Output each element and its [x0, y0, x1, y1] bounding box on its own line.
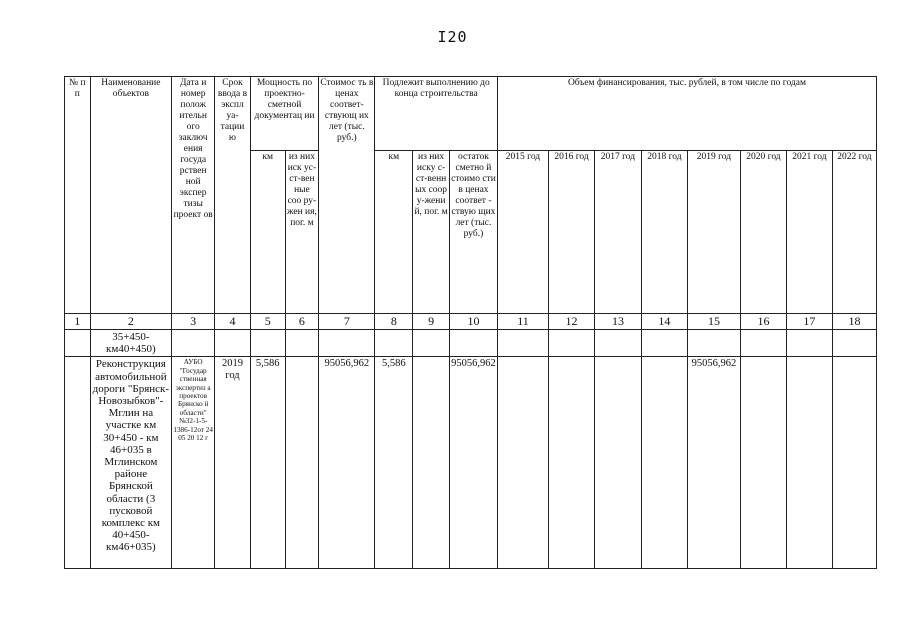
col-number: 17: [786, 314, 832, 330]
header-year-2021: 2021 год: [786, 151, 832, 314]
financing-2019: 95056,962: [687, 357, 740, 569]
header-row-number: № п п: [65, 77, 91, 314]
header-remaining-cost: остаток сметно й стоимо сти в ценах соответ - ствую щих лет (тыс. руб.): [449, 151, 497, 314]
header-expertise: Дата и номер полож ительн ого заключ ения госуда рствен ной экспер тизы проект ов: [172, 77, 215, 314]
header-to-complete: Подлежит выполнению до конца строительства: [375, 77, 498, 151]
capacity-km: 5,586: [250, 357, 285, 569]
header-km: км: [250, 151, 285, 314]
header-year-2017: 2017 год: [594, 151, 641, 314]
col-number: 10: [449, 314, 497, 330]
header-object-name: Наименование объектов: [90, 77, 172, 314]
object-name-continuation: 35+450-км40+450): [90, 330, 172, 357]
header-financing: Объем финансирования, тыс. рублей, в том числе по годам: [497, 77, 876, 151]
col-number: 6: [285, 314, 319, 330]
col-number: 15: [687, 314, 740, 330]
commission-term: 2019 год: [215, 357, 251, 569]
object-name: Реконструкция автомобильной дороги "Брянск-Новозыбков"-Мглин на участке км 30+450 - км 46+035 в Мглинском районе Брянской области (3 пусковой комплекс км 40+450-км46+035): [90, 357, 172, 569]
col-number: 2: [90, 314, 172, 330]
header-year-2020: 2020 год: [740, 151, 786, 314]
col-number: 18: [832, 314, 876, 330]
col-number: 8: [375, 314, 413, 330]
header-structures-left: из них иску с-ст-венн ых соор у-жени й, пог. м: [413, 151, 450, 314]
col-number: 4: [215, 314, 251, 330]
page-number: I20: [437, 28, 468, 46]
header-commission-term: Срок ввода в экспл уа-тации ю: [215, 77, 251, 314]
header-structures: из них иск ус-ст-вен ные соо ру-жен ия, пог. м: [285, 151, 319, 314]
col-number: 3: [172, 314, 215, 330]
header-year-2019: 2019 год: [687, 151, 740, 314]
col-number: 7: [319, 314, 375, 330]
header-year-2018: 2018 год: [641, 151, 687, 314]
col-number: 12: [549, 314, 595, 330]
km-left: 5,586: [375, 357, 413, 569]
col-number: 1: [65, 314, 91, 330]
expertise-conclusion: АУБО "Государ ственная экспертиз а проектов Брянско й области" №32-1-5-1386-12от 24 05 20 12 г: [172, 357, 215, 569]
header-km-left: км: [375, 151, 413, 314]
col-number: 14: [641, 314, 687, 330]
col-number: 11: [497, 314, 548, 330]
col-number: 9: [413, 314, 450, 330]
header-year-2015: 2015 год: [497, 151, 548, 314]
col-number: 13: [594, 314, 641, 330]
table-row: [65, 357, 877, 569]
investment-table: [64, 76, 877, 569]
header-capacity: Мощность по проектно-сметной документац ии: [250, 77, 318, 151]
remaining-cost: 95056,962: [449, 357, 497, 569]
col-number: 5: [250, 314, 285, 330]
header-year-2022: 2022 год: [832, 151, 876, 314]
cost-value: 95056,962: [319, 357, 375, 569]
table-row: [65, 330, 877, 357]
header-cost: Стоимос ть в ценах соответ-ствующ их лет (тыс. руб.): [319, 77, 375, 314]
col-number: 16: [740, 314, 786, 330]
header-year-2016: 2016 год: [549, 151, 595, 314]
column-number-row: [65, 314, 877, 330]
